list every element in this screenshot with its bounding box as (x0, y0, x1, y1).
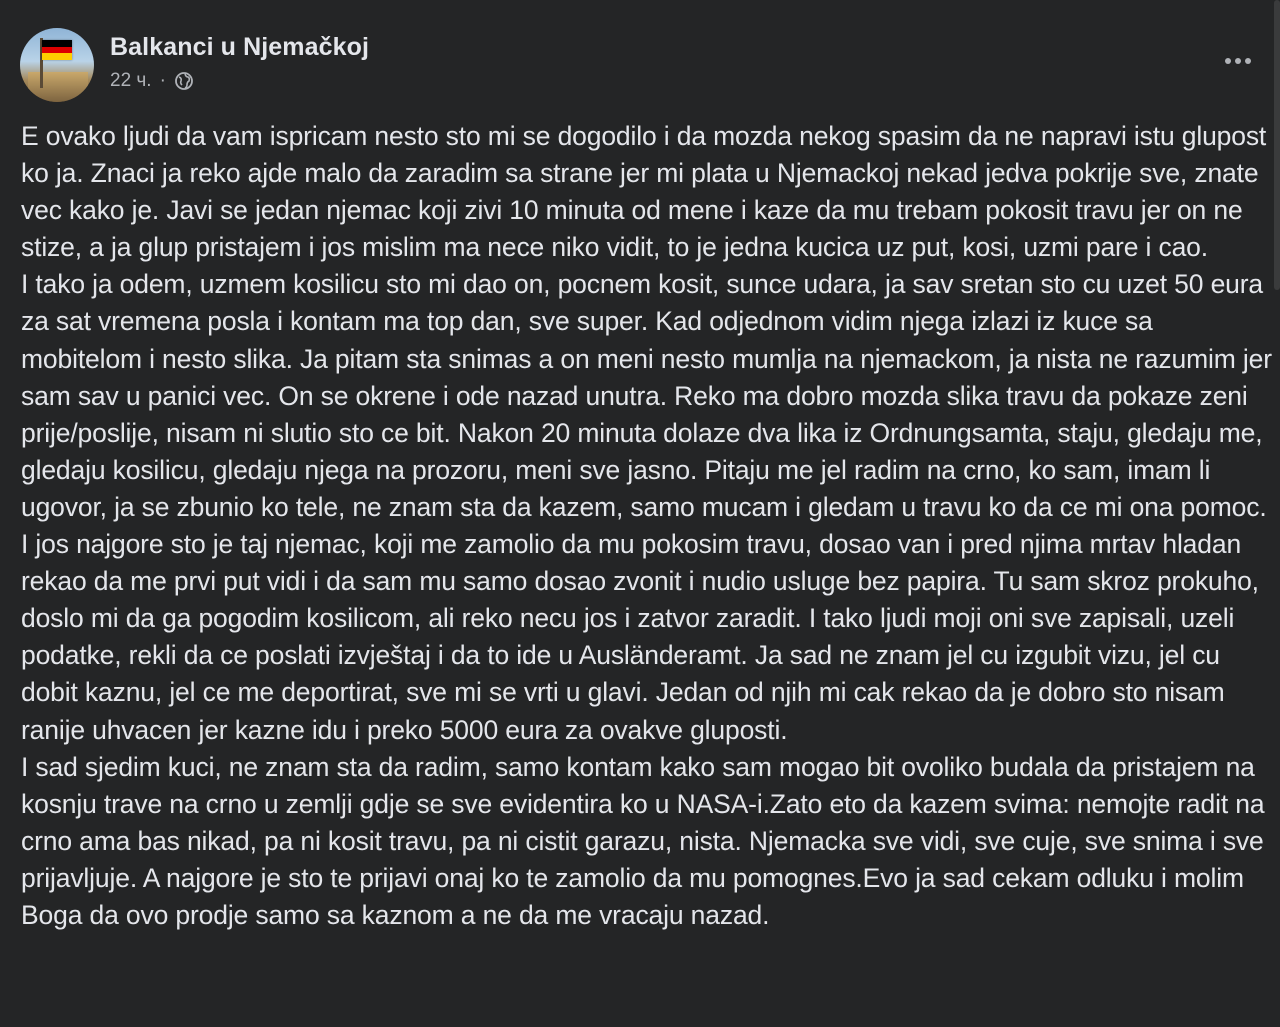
post-subline (110, 70, 369, 92)
post-paragraph: E ovako ljudi da vam ispricam nesto sto mi se dogodilo i da mozda nekog spasim da ne napravi istu glupost ko ja. Znaci ja reko ajde malo da zaradim sa strane jer mi plata u Njemackoj nekad jedva pokrije sve, znate vec kako je. Javi se jedan njemac koji zivi 10 minuta od mene i kaze da mu trebam pokosit travu jer on ne stize, a ja glup pristajem i jos mislim ma nece niko vidit, to je jedna kucica uz put, kosi, uzmi pare i cao. (21, 121, 1267, 263)
separator-dot: · (159, 70, 166, 91)
page-name-link[interactable]: Balkanci u Njemačkoj (110, 33, 370, 61)
german-flag-icon (42, 40, 72, 60)
post-text (21, 118, 1277, 934)
post-paragraph: I tako ja odem, uzmem kosilicu sto mi dao on, pocnem kosit, sunce udara, ja sav sretan sto cu uzet 50 eura za sat vremena posla i kontam ma top dan, sve super. Kad odjednom vidim njega izlazi iz kuce sa mobitelom i nesto slika. Ja pitam sta snimas a on meni nesto mumlja na njemackom, ja nista ne razumim jer sam sav u panici vec. On se okrene i ode nazad unutra. Reko ma dobro mozda slika travu da pokaze zeni prije/poslije, nisam ni slutio sto ce bit. Nakon 20 minuta dolaze dva lika iz Ordnungsamta, staju, gledaju me, gledaju kosilicu, gledaju njega na prozoru, meni sve jasno. Pitaju me jel radim na crno, ko sam, imam li ugovor, ja se zbunio ko tele, ne znam sta da kazem, samo mucam i gledam u travu ko da ce mi ona pomoc. I jos najgore sto je taj njemac, koji me zamolio da mu pokosim travu, dosao van i pred njima mrtav hladan rekao da me prvi put vidi i da sam mu samo dosao zvonit i nudio usluge bez papira. Tu sam skroz prokuho, doslo mi da ga pogodim kosilicom, ali reko necu jos i zatvor zaradit. I tako ljudi moji oni sve zapisali, uzeli podatke, rekli da ce poslati izvještaj i da to ide u Ausländeramt. Ja sad ne znam jel cu izgubit vizu, jel cu dobit kaznu, jel ce me deportirat, sve mi se vrti u glavi. Jedan od njih mi cak rekao da je dobro sto nisam ranije uhvacen jer kazne idu i preko 5000 eura za ovakve gluposti. (21, 269, 1272, 745)
globe-icon[interactable] (174, 71, 194, 91)
avatar-building-image (28, 72, 88, 102)
post-paragraph: I sad sjedim kuci, ne znam sta da radim, samo kontam kako sam mogao bit ovoliko budala da pristajem na kosnju trave na crno u zemlji gdje se sve evidentira ko u NASA-i.Zato eto da kazem svima: nemojte radit na crno ama bas nikad, pa ni kosit travu, pa ni cistit garazu, nista. Njemacka sve vidi, sve cuje, sve snima i sve prijavljuje. A najgore je sto te prijavi onaj ko te zamolio da mu pomognes.Evo ja sad cekam odluku i molim Boga da ovo prodje samo sa kaznom a ne da me vracaju nazad. (21, 751, 1265, 930)
more-options-icon[interactable] (1218, 48, 1258, 74)
post-timestamp[interactable]: 22 ч. (110, 70, 152, 91)
post-meta (110, 32, 369, 92)
page-avatar[interactable] (20, 28, 94, 102)
post-header (20, 28, 369, 104)
